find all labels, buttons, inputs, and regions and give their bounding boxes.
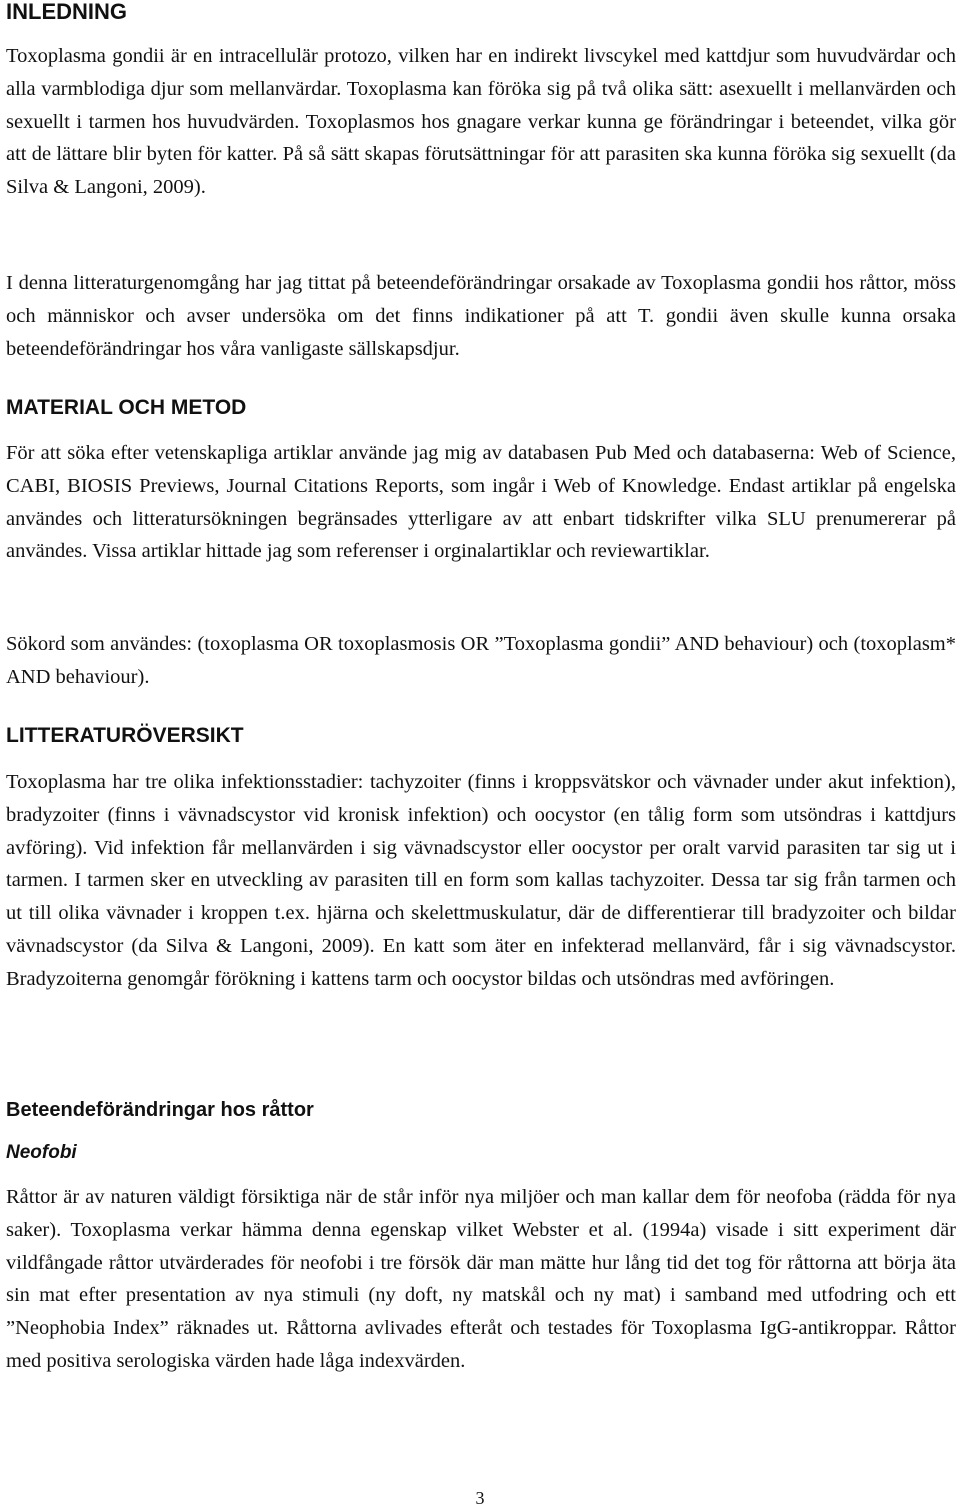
heading-neofobi: Neofobi [6, 1142, 77, 1163]
material-paragraph-2-block [6, 628, 956, 694]
section-beteende [6, 1098, 956, 1122]
material-paragraph-1-block [6, 437, 956, 568]
inledning-paragraph-1-block [6, 40, 956, 204]
heading-material-och-metod: MATERIAL OCH METOD [6, 396, 247, 419]
neofobi-paragraph-1: Råttor är av naturen väldigt försiktiga när de står inför nya miljöer och man kallar dem för neofoba (rädda för nya saker). Toxoplasma verkar hämma denna egenskap vilket Webster et al. (1994a) visade i sitt experiment där vildfångade råttor utvärderades för neofobi i tre försök där man mätte hur lång tid det tog för råttorna att börja äta sin mat efter presentation av nya stimuli (ny doft, ny matskål och ny mat) i samband med utfodring och ett ”Neophobia Index” räknades ut. Råttorna avlivades efteråt och testades för Toxoplasma IgG-antikroppar. Råttor med positiva serologiska värden hade låga indexvärden. [6, 1186, 956, 1372]
section-inledning [6, 0, 956, 24]
heading-litteraturoversikt: LITTERATURÖVERSIKT [6, 724, 244, 747]
heading-inledning: INLEDNING [6, 0, 127, 24]
inledning-paragraph-2: I denna litteraturgenomgång har jag tittat på beteendeförändringar orsakade av Toxoplasma gondii hos råttor, möss och människor och avser undersöka om det finns indikationer på att T. gondii även skulle kunna orsaka beteendeförändringar hos våra vanligaste sällskapsdjur. [6, 272, 956, 360]
section-litteratur [6, 724, 956, 748]
material-paragraph-2: Sökord som användes: (toxoplasma OR toxoplasmosis OR ”Toxoplasma gondii” AND behaviour) och (toxoplasm* AND behaviour). [6, 633, 956, 688]
litteratur-paragraph-1: Toxoplasma har tre olika infektionsstadier: tachyzoiter (finns i kroppsvätskor och vävnader under akut infektion), bradyzoiter (finns i vävnadscystor vid kronisk infektion) och oocystor (en tålig form som utsöndras i kattdjurs avföring). Vid infektion får mellanvärden i sig vävnadscystor eller oocystor per oralt varvid parasiten tar sig ut i tarmen. I tarmen sker en utveckling av parasiten till en form som kallas tachyzoiter. Dessa tar sig från tarmen och ut till olika vävnader i kroppen t.ex. hjärna och skelettmuskulatur, där de differentierar till bradyzoiter och bildar vävnadscystor (da Silva & Langoni, 2009). En katt som äter en infekterad mellanvärd, får i sig vävnadscystor. Bradyzoiterna genomgår förökning i kattens tarm och oocystor bildas och utsöndras med avföringen. [6, 771, 956, 990]
page-number: 3 [475, 1488, 485, 1508]
material-paragraph-1: För att söka efter vetenskapliga artiklar använde jag mig av databasen Pub Med och databaserna: Web of Science, CABI, BIOSIS Previews, Journal Citations Reports, som ingår i Web of Knowledge. Endast artiklar på engelska användes och litteratursökningen begränsades ytterligare av att enbart tidskrifter vilka SLU prenumererar på användes. Vissa artiklar hittade jag som referenser i orginalartiklar och reviewartiklar. [6, 442, 956, 563]
inledning-paragraph-2-block [6, 267, 956, 365]
neofobi-paragraph-1-block [6, 1181, 956, 1378]
litteratur-paragraph-1-block [6, 766, 956, 996]
inledning-paragraph-1: Toxoplasma gondii är en intracellulär protozo, vilken har en indirekt livscykel med kattdjur som huvudvärdar och alla varmblodiga djur som mellanvärdar. Toxoplasma kan föröka sig på två olika sätt: asexuellt i mellanvärden och sexuellt i tarmen hos huvudvärden. Toxoplasmos hos gnagare verkar kunna ge förändringar i beteendet, vilka gör att de lättare blir byten för katter. På så sätt skapas förutsättningar för att parasiten ska kunna föröka sig sexuellt (da Silva & Langoni, 2009). [6, 45, 956, 199]
subsection-neofobi [6, 1141, 956, 1165]
heading-beteendeforandringar-rattor: Beteendeförändringar hos råttor [6, 1099, 314, 1121]
section-material [6, 396, 956, 420]
